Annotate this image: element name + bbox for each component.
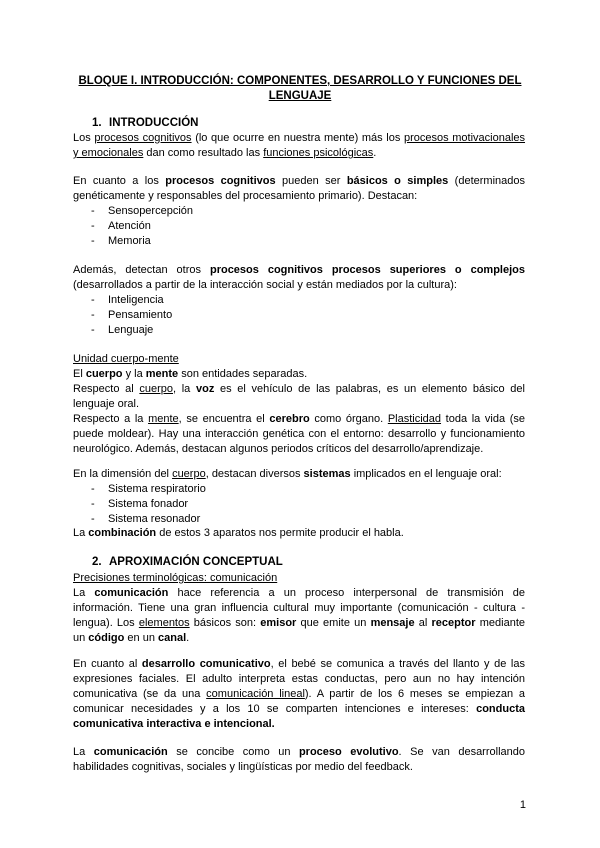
paragraph-basicos: En cuanto a los procesos cognitivos pueden ser básicos o simples (determinados genéticamente y responsables del procesamiento primario). Destacan: - Sensopercepción - Atención - Memoria: [73, 174, 525, 248]
list-item: - Inteligencia: [73, 293, 525, 308]
sub-heading: Precisiones terminológicas: comunicación: [73, 572, 278, 584]
list-item: - Atención: [73, 219, 525, 234]
paragraph-proceso-evolutivo: La comunicación se concibe como un proceso evolutivo. Se van desarrollando habilidades cognitivas, sociales y lingüísticas por medio del feedback.: [73, 746, 525, 773]
list-procesos-superiores: [73, 293, 525, 337]
list-item: - Sistema fonador: [73, 497, 525, 512]
list-procesos-basicos: [73, 204, 525, 248]
paragraph-desarrollo-comunicativo: En cuanto al desarrollo comunicativo, el bebé se comunica a través del llanto y de las expresiones faciales. El adulto interpreta estas conductas, pero aun no hay intención comunicativa (se da una comunicación lineal). A partir de los 6 meses se empiezan a comunicar necesidades y a los 10 se comparten intenciones e intereses: conducta comunicativa interactiva e intencional.: [73, 658, 526, 730]
section-2-heading: [92, 556, 283, 568]
list-item: - Memoria: [73, 234, 525, 249]
section-1-heading: [92, 117, 198, 129]
section-2-title: APROXIMACIÓN CONCEPTUAL: [109, 556, 283, 568]
list-item: - Lenguaje: [73, 323, 525, 338]
list-item: - Sensopercepción: [73, 204, 525, 219]
document-title: BLOQUE I. INTRODUCCIÓN: COMPONENTES, DESARROLLO Y FUNCIONES DEL LENGUAJE: [78, 75, 522, 102]
paragraph-superiores: Además, detectan otros procesos cognitivos procesos superiores o complejos (desarrollados a partir de la interacción social y están mediados por la cultura): - Inteligencia - Pensamiento - Lenguaje: [73, 263, 525, 337]
unidad-heading: Unidad cuerpo-mente: [73, 353, 179, 365]
paragraph-procesos: Los procesos cognitivos (lo que ocurre en nuestra mente) más los procesos motivacionales y emocionales dan como resultado las funciones psicológicas.: [73, 132, 526, 159]
list-item: - Pensamiento: [73, 308, 525, 323]
section-2-number: 2.: [92, 556, 102, 568]
paragraph-comunicacion: Precisiones terminológicas: comunicación La comunicación hace referencia a un proceso interpersonal de transmisión de información. Tiene una gran influencia cultural muy importante (comunicación - cultura - lengua). Los elementos básicos son: emisor que emite un mensaje al receptor mediante un código en un canal.: [73, 572, 525, 644]
page-number: 1: [519, 799, 526, 811]
list-sistemas: [73, 482, 525, 526]
list-item: - Sistema respiratorio: [73, 482, 525, 497]
list-item: - Sistema resonador: [73, 512, 525, 527]
section-1-title: INTRODUCCIÓN: [109, 117, 199, 129]
unidad-cuerpo-mente: Unidad cuerpo-mente El cuerpo y la mente son entidades separadas. Respecto al cuerpo, la voz es el vehículo de las palabras, es un elemento básico del lenguaje oral. Respecto a la mente, se encuentra el cerebro como órgano. Plasticidad toda la vida (se puede moldear). Hay una interacción genética con el entorno: desarrollo y funcionamiento neurológico. Además, destacan algunos periodos críticos del desarrollo/aprendizaje.: [73, 353, 526, 455]
section-1-number: 1.: [92, 117, 102, 129]
paragraph-sistemas: En la dimensión del cuerpo, destacan diversos sistemas implicados en el lenguaje oral: - Sistema respiratorio - Sistema fonador - Sistema resonador La combinación de estos 3 aparatos nos permite producir el habla.: [73, 467, 525, 541]
